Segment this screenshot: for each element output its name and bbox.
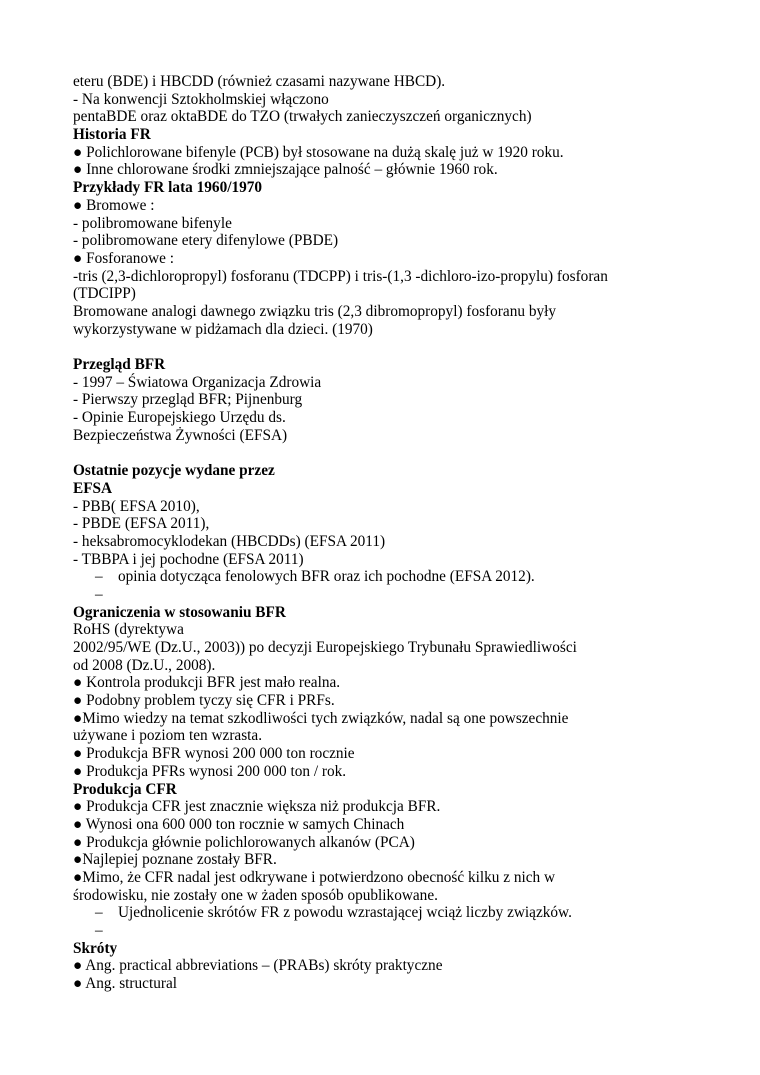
text-line: ● Podobny problem tyczy się CFR i PRFs. [73, 692, 335, 710]
dash-marker: – [95, 922, 103, 939]
text-line: ●Mimo wiedzy na temat szkodliwości tych związków, nadal są one powszechnie [73, 709, 569, 727]
text-line: ● Bromowe : [73, 196, 155, 214]
text-line: używane i poziom ten wzrasta. [73, 727, 263, 745]
text-line: RoHS (dyrektywa [73, 621, 184, 639]
text-line: - 1997 – Światowa Organizacja Zdrowia [73, 373, 322, 391]
blank-line [73, 338, 760, 356]
text-line: ● Polichlorowane bifenyle (PCB) był stosowane na dużą skalę już w 1920 roku. [73, 143, 564, 161]
section-heading: EFSA [73, 479, 113, 497]
text-line: - Opinie Europejskiego Urzędu ds. [73, 409, 286, 427]
text-line: - Na konwencji Sztokholmskiej włączono [73, 90, 329, 108]
text-line: ● Produkcja BFR wynosi 200 000 ton rocznie [73, 745, 355, 763]
text-line: ● Fosforanowe : [73, 249, 175, 267]
text-line: ● Produkcja CFR jest znacznie większa niż produkcja BFR. [73, 798, 441, 816]
dash-list-item [73, 904, 760, 922]
text-line: - polibromowane etery difenylowe (PBDE) [73, 232, 339, 250]
text-line: ● Ang. structural [73, 975, 177, 993]
text-line: od 2008 (Dz.U., 2008). [73, 656, 216, 674]
dash-marker: – [95, 585, 103, 603]
dash-list-item [73, 586, 760, 604]
text-line: ● Kontrola produkcji BFR jest mało realna. [73, 674, 341, 692]
text-line: Bromowane analogi dawnego związku tris (2,3 dibromopropyl) fosforanu były [73, 302, 557, 320]
dash-item-text: opinia dotycząca fenolowych BFR oraz ich pochodne (EFSA 2012). [118, 568, 535, 586]
text-line: - polibromowane bifenyle [73, 214, 232, 232]
section-heading: Historia FR [73, 126, 151, 144]
text-line: ● Produkcja głównie polichlorowanych alkanów (PCA) [73, 833, 415, 851]
section-heading: Ostatnie pozycje wydane przez [73, 462, 275, 480]
blank-line [73, 444, 760, 462]
text-line: ● Wynosi ona 600 000 ton rocznie w samych Chinach [73, 815, 405, 833]
dash-list-item [73, 568, 760, 586]
text-line: -tris (2,3-dichloropropyl) fosforanu (TDCPP) i tris-(1,3 -dichloro-izo-propylu) fosforan [73, 267, 608, 285]
text-line: (TDCIPP) [73, 285, 136, 303]
text-line: ●Mimo, że CFR nadal jest odkrywane i potwierdzono obecność kilku z nich w [73, 868, 556, 886]
section-heading: Przykłady FR lata 1960/1970 [73, 179, 263, 197]
text-line: - heksabromocyklodekan (HBCDDs) (EFSA 2011) [73, 532, 386, 550]
text-line: - TBBPA i jej pochodne (EFSA 2011) [73, 550, 304, 568]
text-line: ● Ang. practical abbreviations – (PRABs) skróty praktyczne [73, 957, 443, 975]
text-line: eteru (BDE) i HBCDD (również czasami nazywane HBCD). [73, 73, 446, 90]
dash-item-text: Ujednolicenie skrótów FR z powodu wzrastającej wciąż liczby związków. [118, 904, 572, 922]
text-line: - PBDE (EFSA 2011), [73, 515, 210, 533]
text-line: pentaBDE oraz oktaBDE do TZO (trwałych zanieczyszczeń organicznych) [73, 108, 532, 126]
text-line: - PBB( EFSA 2010), [73, 497, 200, 515]
dash-marker: – [95, 904, 103, 922]
text-line: ●Najlepiej poznane zostały BFR. [73, 851, 277, 869]
section-heading: Produkcja CFR [73, 780, 177, 798]
dash-list-item [73, 922, 760, 940]
text-line: ● Inne chlorowane środki zmniejszające palność – głównie 1960 rok. [73, 161, 498, 179]
section-heading: Przegląd BFR [73, 356, 166, 373]
section-heading: Skróty [73, 939, 118, 957]
text-line: środowisku, nie zostały one w żaden sposób opublikowane. [73, 886, 438, 904]
section-heading: Ograniczenia w stosowaniu BFR [73, 603, 286, 621]
dash-marker: – [95, 568, 103, 586]
text-line: - Pierwszy przegląd BFR; Pijnenburg [73, 391, 303, 409]
text-line: 2002/95/WE (Dz.U., 2003)) po decyzji Europejskiego Trybunału Sprawiedliwości [73, 639, 577, 656]
text-line: ● Produkcja PFRs wynosi 200 000 ton / rok. [73, 762, 347, 780]
text-line: Bezpieczeństwa Żywności (EFSA) [73, 426, 288, 444]
text-line: wykorzystywane w pidżamach dla dzieci. (1970) [73, 320, 373, 338]
